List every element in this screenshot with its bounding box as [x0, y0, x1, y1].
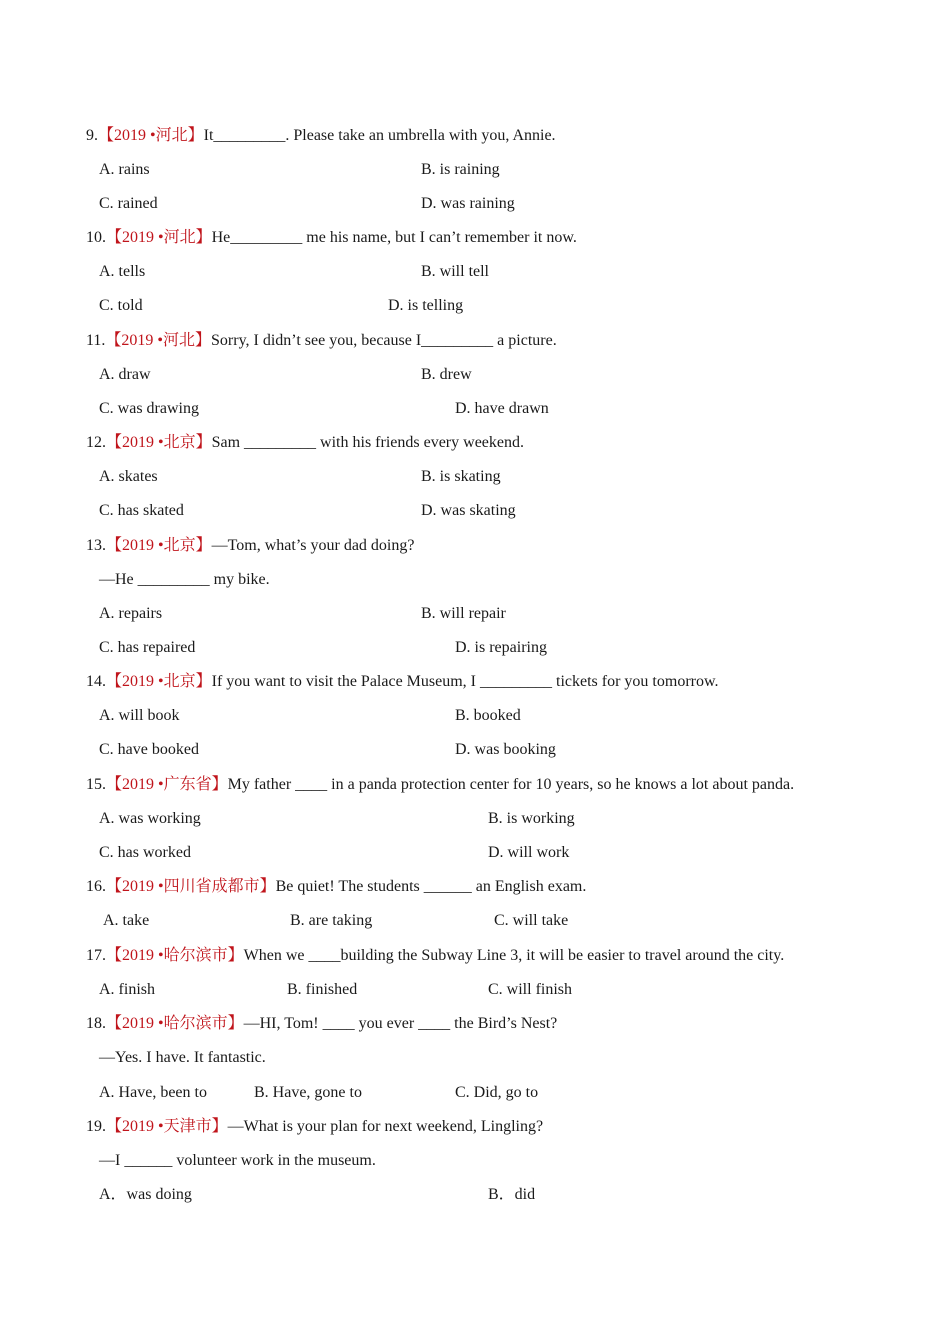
option-a: A. tells — [99, 263, 146, 280]
option-b: B. are taking — [290, 912, 373, 929]
question-text: —Tom, what’s your dad doing? — [211, 537, 415, 554]
question-17-stem — [86, 946, 784, 966]
question-text: He_________ me his name, but I can’t remember it now. — [211, 229, 577, 246]
option-c: C. will finish — [488, 981, 573, 998]
option-d: D. is repairing — [455, 639, 547, 656]
option-a: A. rains — [99, 161, 150, 178]
question-number: 15. — [86, 776, 106, 793]
option-a: A. was working — [99, 810, 201, 827]
question-10-stem — [86, 228, 577, 248]
question-text: It_________. Please take an umbrella with you, Annie. — [203, 127, 556, 144]
question-9-stem — [86, 126, 556, 146]
option-d: D. will work — [488, 844, 570, 861]
source-tag: 【2019 •四川省成都市】 — [106, 878, 276, 895]
option-c: C. told — [99, 297, 143, 314]
source-tag: 【2019 •北京】 — [106, 434, 212, 451]
option-d: D. was booking — [455, 741, 556, 758]
option-c: C. was drawing — [99, 400, 199, 417]
option-c: C. have booked — [99, 741, 199, 758]
question-13-stem — [86, 536, 414, 556]
option-b: B. is raining — [421, 161, 500, 178]
source-tag: 【2019 •河北】 — [106, 229, 212, 246]
question-19-stem — [86, 1117, 543, 1137]
question-text: Sorry, I didn’t see you, because I_________ a picture. — [211, 332, 557, 349]
question-number: 17. — [86, 947, 106, 964]
option-a: A. will book — [99, 707, 180, 724]
option-a: A. draw — [99, 366, 151, 383]
option-a: A. skates — [99, 468, 158, 485]
question-number: 16. — [86, 878, 106, 895]
option-c: C. has repaired — [99, 639, 196, 656]
source-tag: 【2019 •天津市】 — [106, 1118, 228, 1135]
question-15-stem — [86, 775, 794, 795]
source-tag: 【2019 •河北】 — [98, 127, 204, 144]
source-tag: 【2019 •广东省】 — [106, 776, 228, 793]
question-19-reply: —I ______ volunteer work in the museum. — [99, 1152, 376, 1169]
source-tag: 【2019 •北京】 — [106, 537, 212, 554]
source-tag: 【2019 •哈尔滨市】 — [106, 947, 244, 964]
option-b: B. finished — [287, 981, 358, 998]
option-c: C. has worked — [99, 844, 191, 861]
option-d: D. have drawn — [455, 400, 549, 417]
option-b: B. will repair — [421, 605, 506, 622]
question-text: My father ____ in a panda protection center for 10 years, so he knows a lot about panda. — [227, 776, 795, 793]
question-text: When we ____building the Subway Line 3, it will be easier to travel around the city. — [243, 947, 785, 964]
question-number: 18. — [86, 1015, 106, 1032]
question-text: Sam _________ with his friends every weekend. — [211, 434, 524, 451]
source-tag: 【2019 •河北】 — [105, 332, 212, 349]
option-a: A. Have, been to — [99, 1084, 207, 1101]
question-11-stem — [86, 331, 557, 351]
option-b: B. booked — [455, 707, 521, 724]
option-a: A. finish — [99, 981, 155, 998]
question-12-stem — [86, 433, 524, 453]
option-b: B. drew — [421, 366, 472, 383]
question-text: Be quiet! The students ______ an English exam. — [275, 878, 587, 895]
question-text: —What is your plan for next weekend, Lingling? — [227, 1118, 544, 1135]
option-a: A. repairs — [99, 605, 163, 622]
option-a: A．was doing — [99, 1186, 192, 1203]
question-number: 10. — [86, 229, 106, 246]
question-text: If you want to visit the Palace Museum, I _________ tickets for you tomorrow. — [211, 673, 719, 690]
option-a: A. take — [103, 912, 150, 929]
question-number: 12. — [86, 434, 106, 451]
option-c: C. has skated — [99, 502, 184, 519]
source-tag: 【2019 •北京】 — [106, 673, 212, 690]
option-b: B．did — [488, 1186, 536, 1203]
question-number: 13. — [86, 537, 106, 554]
question-18-stem — [86, 1014, 557, 1034]
option-c: C. rained — [99, 195, 158, 212]
option-b: B. will tell — [421, 263, 489, 280]
option-d: D. was raining — [421, 195, 515, 212]
question-14-stem — [86, 672, 718, 692]
question-number: 19. — [86, 1118, 106, 1135]
question-18-reply: —Yes. I have. It fantastic. — [99, 1049, 266, 1066]
option-d: D. was skating — [421, 502, 516, 519]
option-b: B. is skating — [421, 468, 501, 485]
question-16-stem — [86, 877, 586, 897]
source-tag: 【2019 •哈尔滨市】 — [106, 1015, 244, 1032]
question-13-reply: —He _________ my bike. — [99, 571, 270, 588]
option-c: C. Did, go to — [455, 1084, 539, 1101]
question-number: 11. — [86, 332, 106, 349]
option-b: B. is working — [488, 810, 575, 827]
option-d: D. is telling — [388, 297, 464, 314]
option-b: B. Have, gone to — [254, 1084, 362, 1101]
question-number: 9. — [86, 127, 98, 144]
question-text: —HI, Tom! ____ you ever ____ the Bird’s Nest? — [243, 1015, 558, 1032]
option-c: C. will take — [494, 912, 569, 929]
question-number: 14. — [86, 673, 106, 690]
